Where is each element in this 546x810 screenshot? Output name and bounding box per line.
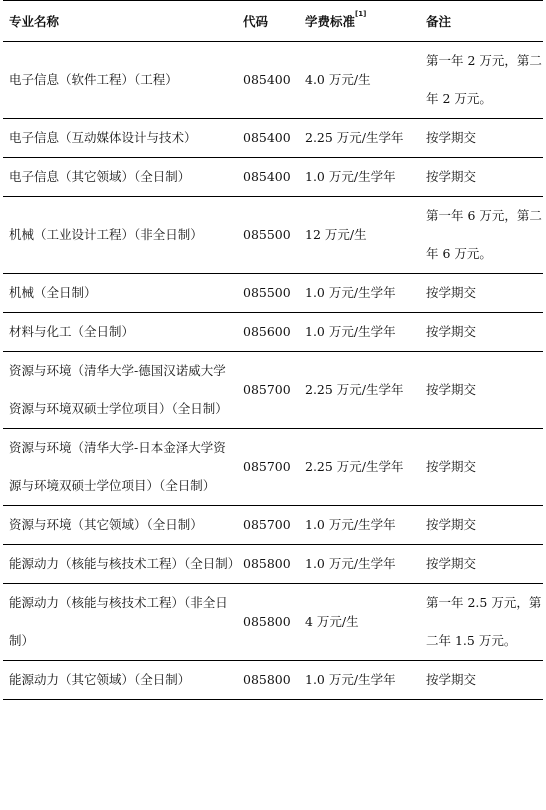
table-row <box>3 506 543 545</box>
row-code: 085600 <box>237 313 299 352</box>
row-fee: 2.25 万元/生学年 <box>299 352 420 429</box>
row-fee: 2.25 万元/生学年 <box>299 119 420 158</box>
row-code: 085400 <box>237 158 299 197</box>
row-note: 按学期交 <box>420 429 543 506</box>
footnote-ref: [1] <box>355 10 367 18</box>
header-code: 代码 <box>237 1 299 42</box>
table-row <box>3 42 543 119</box>
row-note: 按学期交 <box>420 158 543 197</box>
row-fee: 2.25 万元/生学年 <box>299 429 420 506</box>
row-code: 085700 <box>237 352 299 429</box>
row-code: 085500 <box>237 274 299 313</box>
row-note: 按学期交 <box>420 661 543 700</box>
header-name: 专业名称 <box>3 1 237 42</box>
table-row <box>3 313 543 352</box>
row-code: 085700 <box>237 506 299 545</box>
table-row <box>3 119 543 158</box>
table-row <box>3 545 543 584</box>
row-name: 资源与环境（清华大学-德国汉诺威大学资源与环境双硕士学位项目）（全日制） <box>3 352 237 429</box>
row-name: 机械（工业设计工程）（非全日制） <box>3 197 237 274</box>
table-row <box>3 584 543 661</box>
table-row <box>3 661 543 700</box>
fee-table <box>3 0 543 700</box>
row-note: 第一年 6 万元，第二年 6 万元。 <box>420 197 543 274</box>
row-name: 电子信息（其它领域）（全日制） <box>3 158 237 197</box>
table-row <box>3 158 543 197</box>
row-code: 085800 <box>237 584 299 661</box>
row-note: 第一年 2 万元，第二年 2 万元。 <box>420 42 543 119</box>
row-name: 电子信息（软件工程）（工程） <box>3 42 237 119</box>
row-note: 按学期交 <box>420 352 543 429</box>
row-fee: 1.0 万元/生学年 <box>299 506 420 545</box>
header-fee-label: 学费标准 <box>305 14 356 29</box>
row-fee: 1.0 万元/生学年 <box>299 545 420 584</box>
row-name: 资源与环境（清华大学-日本金泽大学资源与环境双硕士学位项目）（全日制） <box>3 429 237 506</box>
row-name: 能源动力（核能与核技术工程）（非全日制） <box>3 584 237 661</box>
row-fee: 1.0 万元/生学年 <box>299 158 420 197</box>
table-row <box>3 429 543 506</box>
row-code: 085800 <box>237 661 299 700</box>
row-code: 085400 <box>237 42 299 119</box>
row-note: 第一年 2.5 万元，第二年 1.5 万元。 <box>420 584 543 661</box>
row-code: 085500 <box>237 197 299 274</box>
row-fee: 1.0 万元/生学年 <box>299 313 420 352</box>
header-row <box>3 1 543 42</box>
header-fee <box>299 1 420 42</box>
row-name: 资源与环境（其它领域）（全日制） <box>3 506 237 545</box>
row-note: 按学期交 <box>420 545 543 584</box>
row-code: 085700 <box>237 429 299 506</box>
row-fee: 4.0 万元/生 <box>299 42 420 119</box>
row-fee: 1.0 万元/生学年 <box>299 661 420 700</box>
row-note: 按学期交 <box>420 506 543 545</box>
row-code: 085800 <box>237 545 299 584</box>
row-fee: 1.0 万元/生学年 <box>299 274 420 313</box>
row-name: 能源动力（其它领域）（全日制） <box>3 661 237 700</box>
row-code: 085400 <box>237 119 299 158</box>
table-row <box>3 274 543 313</box>
row-fee: 4 万元/生 <box>299 584 420 661</box>
row-note: 按学期交 <box>420 274 543 313</box>
table-row <box>3 352 543 429</box>
row-name: 机械（全日制） <box>3 274 237 313</box>
table-row <box>3 197 543 274</box>
row-name: 能源动力（核能与核技术工程）（全日制） <box>3 545 237 584</box>
row-name: 电子信息（互动媒体设计与技术） <box>3 119 237 158</box>
header-note: 备注 <box>420 1 543 42</box>
row-note: 按学期交 <box>420 119 543 158</box>
row-fee: 12 万元/生 <box>299 197 420 274</box>
row-note: 按学期交 <box>420 313 543 352</box>
row-name: 材料与化工（全日制） <box>3 313 237 352</box>
